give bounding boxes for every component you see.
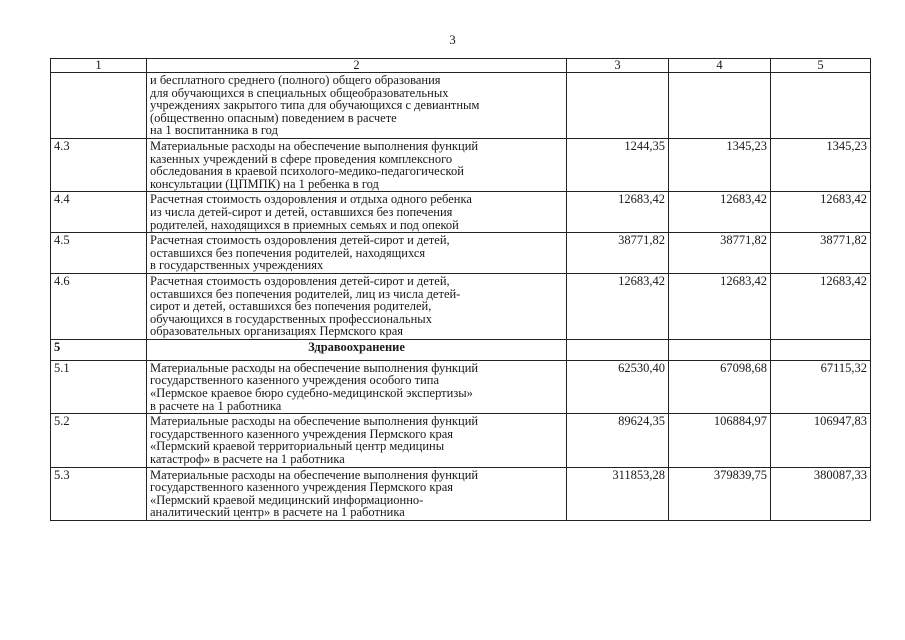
- description-line: казенных учреждений в сфере проведения комплексного: [150, 151, 453, 166]
- item-number: 4.5: [51, 233, 147, 274]
- value-cell-v5: 38771,82: [771, 233, 871, 274]
- description-line: в расчете на 1 работника: [150, 398, 282, 413]
- item-description: [147, 273, 567, 339]
- item-description: [147, 467, 567, 520]
- item-number: [51, 73, 147, 139]
- table-row: [51, 467, 871, 520]
- item-description: [147, 360, 567, 413]
- section-title: Здравоохранение: [147, 339, 567, 360]
- description-line: аналитический центр» в расчете на 1 работника: [150, 505, 405, 520]
- table-row: [51, 73, 871, 139]
- description-line: Расчетная стоимость оздоровления детей-сирот и детей,: [150, 233, 450, 248]
- description-line: консультации (ЦПМПК) на 1 ребенка в год: [150, 176, 379, 191]
- value-cell-v4: 38771,82: [669, 233, 771, 274]
- value-cell-v5: [771, 73, 871, 139]
- description-line: и бесплатного среднего (полного) общего образования: [150, 73, 441, 87]
- empty-cell: [567, 339, 669, 360]
- table-row: [51, 360, 871, 413]
- description-line: Расчетная стоимость оздоровления детей-сирот и детей,: [150, 273, 450, 288]
- description-line: на 1 воспитанника в год: [150, 123, 278, 138]
- value-cell-v4: 1345,23: [669, 138, 771, 191]
- table-row: [51, 138, 871, 191]
- description-line: оставшихся без попечения родителей, лиц из числа детей-: [150, 286, 461, 301]
- description-line: государственного казенного учреждения Пермского края: [150, 426, 454, 441]
- description-line: Материальные расходы на обеспечение выполнения функций: [150, 138, 479, 153]
- description-line: Материальные расходы на обеспечение выполнения функций: [150, 414, 479, 429]
- value-cell-v3: 12683,42: [567, 192, 669, 233]
- value-cell-v3: 12683,42: [567, 273, 669, 339]
- item-description: [147, 138, 567, 191]
- column-header: 4: [669, 59, 771, 73]
- value-cell-v5: 380087,33: [771, 467, 871, 520]
- empty-cell: [771, 339, 871, 360]
- value-cell-v4: 106884,97: [669, 414, 771, 467]
- description-line: «Пермский краевой медицинский информационно-: [150, 492, 424, 507]
- description-line: государственного казенного учреждения Пермского края: [150, 480, 454, 495]
- item-number: 4.4: [51, 192, 147, 233]
- description-line: (общественно опасным) поведением в расчете: [150, 110, 397, 125]
- column-header: 2: [147, 59, 567, 73]
- value-cell-v3: 38771,82: [567, 233, 669, 274]
- section-number: 5: [51, 339, 147, 360]
- description-line: образовательных организациях Пермского края: [150, 324, 404, 339]
- description-line: «Пермское краевое бюро судебно-медицинской экспертизы»: [150, 386, 473, 401]
- value-cell-v5: 12683,42: [771, 273, 871, 339]
- page-number: 3: [449, 32, 456, 47]
- description-line: «Пермский краевой территориальный центр медицины: [150, 439, 445, 454]
- value-cell-v3: 62530,40: [567, 360, 669, 413]
- description-line: сирот и детей, оставшихся без попечения родителей,: [150, 299, 432, 314]
- column-header: 5: [771, 59, 871, 73]
- value-cell-v5: 106947,83: [771, 414, 871, 467]
- value-cell-v5: 12683,42: [771, 192, 871, 233]
- item-description: [147, 233, 567, 274]
- item-number: 5.3: [51, 467, 147, 520]
- table-row: [51, 414, 871, 467]
- description-line: Материальные расходы на обеспечение выполнения функций: [150, 467, 479, 482]
- description-line: учреждениях закрытого типа для обучающихся с девиантным: [150, 98, 480, 113]
- value-cell-v3: 1244,35: [567, 138, 669, 191]
- value-cell-v4: [669, 73, 771, 139]
- item-description: [147, 192, 567, 233]
- item-number: 5.1: [51, 360, 147, 413]
- item-number: 4.6: [51, 273, 147, 339]
- value-cell-v4: 379839,75: [669, 467, 771, 520]
- value-cell-v5: 67115,32: [771, 360, 871, 413]
- expense-table: [50, 58, 871, 521]
- value-cell-v3: [567, 73, 669, 139]
- column-header: 1: [51, 59, 147, 73]
- description-line: Расчетная стоимость оздоровления и отдыха одного ребенка: [150, 192, 472, 207]
- description-line: обследования в краевой психолого-медико-педагогической: [150, 164, 464, 179]
- table-row: [51, 273, 871, 339]
- value-cell-v3: 89624,35: [567, 414, 669, 467]
- table-header-row: [51, 59, 871, 73]
- table-row: [51, 233, 871, 274]
- description-line: Материальные расходы на обеспечение выполнения функций: [150, 360, 479, 375]
- section-row: [51, 339, 871, 360]
- value-cell-v4: 12683,42: [669, 192, 771, 233]
- value-cell-v5: 1345,23: [771, 138, 871, 191]
- description-line: в государственных учреждениях: [150, 258, 324, 273]
- description-line: родителей, находящихся в приемных семьях и под опекой: [150, 217, 459, 232]
- value-cell-v4: 67098,68: [669, 360, 771, 413]
- value-cell-v3: 311853,28: [567, 467, 669, 520]
- item-description: [147, 73, 567, 139]
- item-number: 5.2: [51, 414, 147, 467]
- item-number: 4.3: [51, 138, 147, 191]
- table-row: [51, 192, 871, 233]
- value-cell-v4: 12683,42: [669, 273, 771, 339]
- description-line: государственного казенного учреждения особого типа: [150, 373, 440, 388]
- empty-cell: [669, 339, 771, 360]
- description-line: обучающихся в государственных профессиональных: [150, 311, 432, 326]
- column-header: 3: [567, 59, 669, 73]
- item-description: [147, 414, 567, 467]
- description-line: оставшихся без попечения родителей, находящихся: [150, 245, 426, 260]
- description-line: для обучающихся в специальных общеобразовательных: [150, 85, 449, 100]
- description-line: из числа детей-сирот и детей, оставшихся без попечения: [150, 204, 453, 219]
- description-line: катастроф» в расчете на 1 работника: [150, 452, 345, 467]
